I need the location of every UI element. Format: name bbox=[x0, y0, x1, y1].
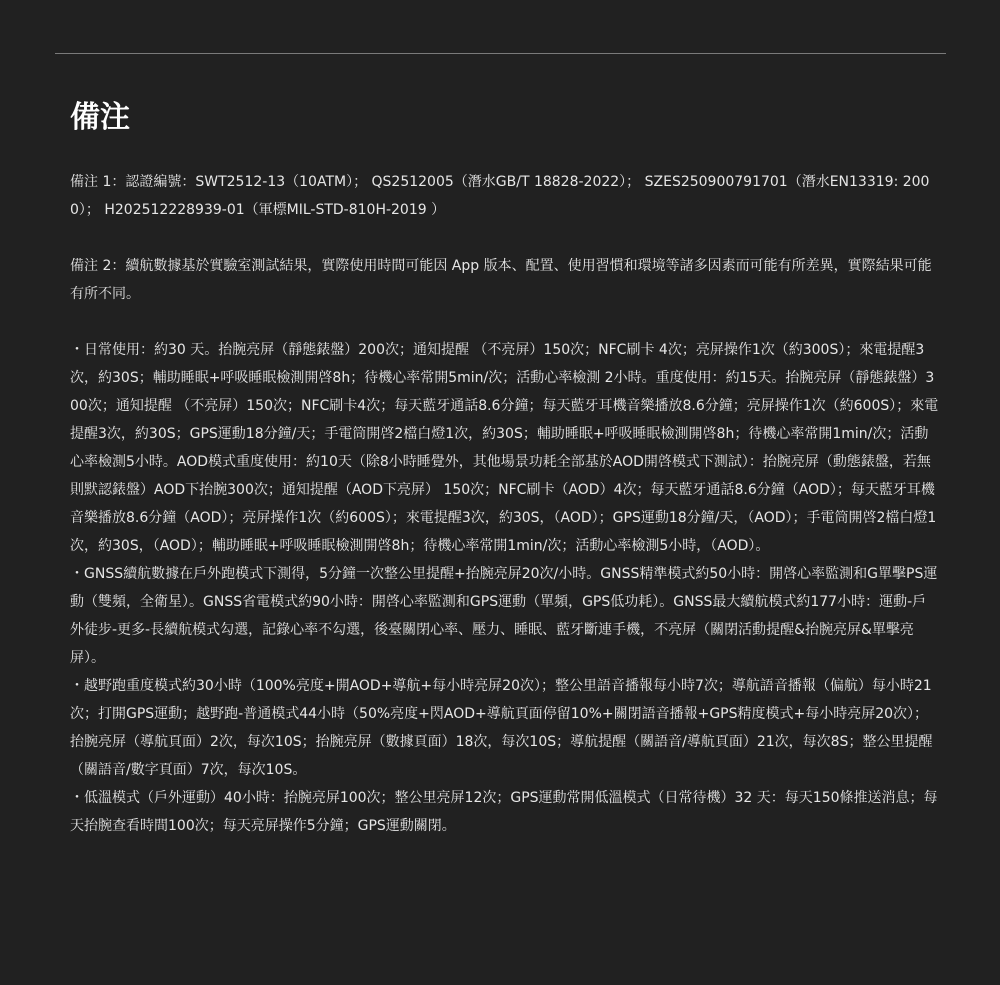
page-title: 備注 bbox=[70, 100, 130, 135]
note-1-certification: 備注 1：認證編號：SWT2512-13（10ATM）； QS2512005（潛水GB/T 18828-2022）； SZES250900791701（潛水EN13319: 2000）； H202512228939-01（軍標MIL-STD-810H-2019 ） bbox=[70, 174, 930, 218]
bullet-gnss-battery: ・GNSS續航數據在戶外跑模式下測得，5分鐘一次整公里提醒+抬腕亮屏20次/小時。GNSS精準模式約50小時：開啓心率監測和G單擊PS運動（雙頻，全衛星）。GNSS省電模式約90小時：開啓心率監測和GPS運動（單頻，GPS低功耗）。GNSS最大續航模式約177小時：運動-戶外徒步-更多-長續航模式勾選，記錄心率不勾選，後臺關閉心率、壓力、睡眠、藍牙斷連手機，不亮屏（關閉活動提醒&抬腕亮屏&單擊亮屏）。 bbox=[70, 566, 938, 666]
bullet-trail-running: ・越野跑重度模式約30小時（100%亮度+開AOD+導航+每小時亮屏20次）；整公里語音播報每小時7次；導航語音播報（偏航）每小時21次；打開GPS運動；越野跑-普通模式44小時（50%亮度+閃AOD+導航頁面停留10%+關閉語音播報+GPS精度模式+每小時亮屏20次）；抬腕亮屏（導航頁面）2次，每次10S；抬腕亮屏（數據頁面）18次，每次10S；導航提醒（關語音/導航頁面）21次，每次8S；整公里提醒（關語音/數字頁面）7次，每次10S。 bbox=[70, 678, 933, 778]
bullet-daily-usage: ・日常使用：約30 天。抬腕亮屏（靜態錶盤）200次；通知提醒 （不亮屏）150次；NFC刷卡 4次；亮屏操作1次（約300S）；來電提醒3次，約30S；輔助睡眠+呼吸睡眠檢測開啓8h；待機心率常開5min/次；活動心率檢測 2小時。重度使用：約15天。抬腕亮屏（靜態錶盤）300次；通知提醒 （不亮屏）150次；NFC刷卡4次；每天藍牙通話8.6分鐘；每天藍牙耳機音樂播放8.6分鐘；亮屏操作1次（約600S）；來電提醒3次，約30S；GPS運動18分鐘/天；手電筒開啓2檔白燈1次，約30S；輔助睡眠+呼吸睡眠檢測開啓8h；待機心率常開1min/次；活動心率檢測5小時。AOD模式重度使用：約10天（除8小時睡覺外，其他場景功耗全部基於AOD開啓模式下測試）：抬腕亮屏（動態錶盤，若無則默認錶盤）AOD下抬腕300次；通知提醒（AOD下亮屏） 150次；NFC刷卡（AOD）4次；每天藍牙通話8.6分鐘（AOD）；每天藍牙耳機音樂播放8.6分鐘（AOD）；亮屏操作1次（約600S）；來電提醒3次，約30S，（AOD）；GPS運動18分鐘/天，（AOD）；手電筒開啓2檔白燈1次，約30S，（AOD）；輔助睡眠+呼吸睡眠檢測開啓8h；待機心率常開1min/次；活動心率檢測5小時，（AOD）。 bbox=[70, 342, 939, 554]
notes-body bbox=[70, 168, 940, 840]
bullet-low-temperature: ・低溫模式（戶外運動）40小時：抬腕亮屏100次；整公里亮屏12次；GPS運動常開低溫模式（日常待機）32 天：每天150條推送消息；每天抬腕查看時間100次；每天亮屏操作5分鐘；GPS運動關閉。 bbox=[70, 790, 938, 834]
note-2-battery-disclaimer: 備注 2：續航數據基於實驗室測試結果，實際使用時間可能因 App 版本、配置、使用習慣和環境等諸多因素而可能有所差異，實際結果可能有所不同。 bbox=[70, 258, 932, 302]
top-divider bbox=[55, 53, 946, 54]
